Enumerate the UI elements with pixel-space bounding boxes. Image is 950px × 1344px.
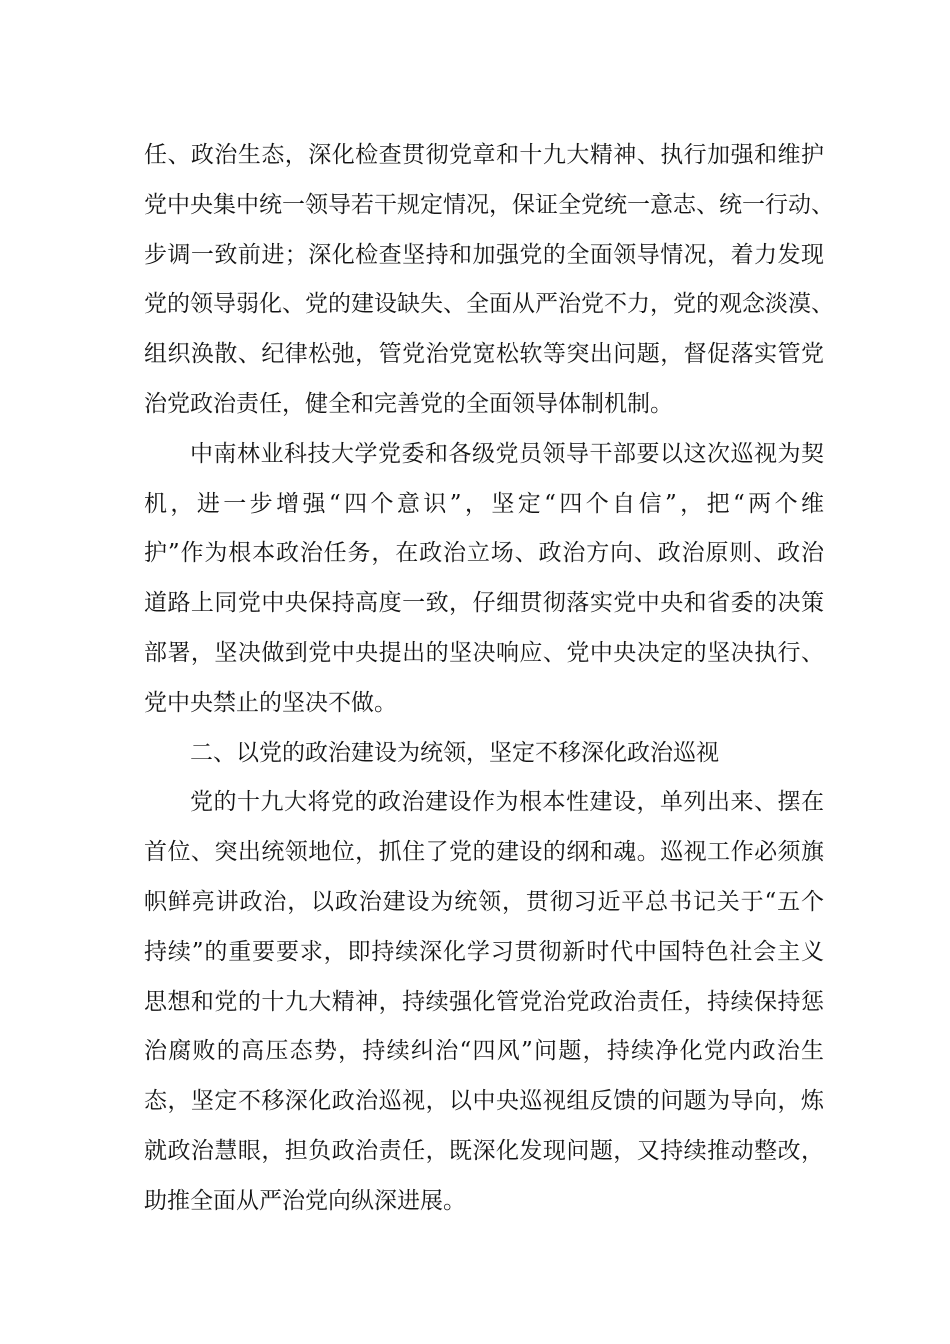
paragraph — [144, 778, 824, 1226]
text-line: 持续”的重要要求，即持续深化学习贯彻新时代中国特色社会主义 — [144, 938, 824, 965]
text-line: 助推全面从严治党向纵深进展。 — [144, 1187, 466, 1214]
text-line: 机，进一步增强“四个意识”，坚定“四个自信”，把“两个维 — [144, 490, 824, 517]
document-body — [144, 131, 834, 1227]
text-line: 帜鲜亮讲政治，以政治建设为统领，贯彻习近平总书记关于“五个 — [144, 888, 824, 915]
heading-text: 二、以党的政治建设为统领，坚定不移深化政治巡视 — [190, 739, 719, 766]
paragraph — [144, 131, 834, 430]
text-line: 治党政治责任，健全和完善党的全面领导体制机制。 — [144, 390, 673, 417]
text-line: 道路上同党中央保持高度一致，仔细贯彻落实党中央和省委的决策 — [144, 590, 824, 617]
text-line: 组织涣散、纪律松弛，管党治党宽松软等突出问题，督促落实管党 — [144, 341, 824, 368]
paragraph — [144, 430, 824, 729]
text-line: 党的十九大将党的政治建设作为根本性建设，单列出来、摆在 — [190, 789, 824, 816]
text-line: 任、政治生态，深化检查贯彻党章和十九大精神、执行加强和维护 — [144, 142, 824, 168]
text-line: 中南林业科技大学党委和各级党员领导干部要以这次巡视为契 — [190, 440, 824, 467]
text-line: 就政治慧眼，担负政治责任，既深化发现问题，又持续推动整改， — [144, 1137, 824, 1164]
text-line: 治腐败的高压态势，持续纠治“四风”问题，持续净化党内政治生 — [144, 1038, 824, 1065]
text-line: 首位、突出统领地位，抓住了党的建设的纲和魂。巡视工作必须旗 — [144, 839, 824, 866]
text-line: 态，坚定不移深化政治巡视，以中央巡视组反馈的问题为导向，炼 — [144, 1088, 824, 1115]
text-line: 步调一致前进；深化检查坚持和加强党的全面领导情况，着力发现 — [144, 241, 824, 268]
text-line: 党中央禁止的坚决不做。 — [144, 689, 397, 716]
text-line: 部署，坚决做到党中央提出的坚决响应、党中央决定的坚决执行、 — [144, 639, 824, 666]
text-line: 思想和党的十九大精神，持续强化管党治党政治责任，持续保持惩 — [144, 988, 824, 1015]
text-line: 护”作为根本政治任务，在政治立场、政治方向、政治原则、政治 — [144, 540, 824, 567]
text-line: 党的领导弱化、党的建设缺失、全面从严治党不力，党的观念淡漠、 — [144, 291, 834, 318]
section-heading — [144, 729, 824, 779]
text-line: 党中央集中统一领导若干规定情况，保证全党统一意志、统一行动、 — [144, 191, 834, 218]
